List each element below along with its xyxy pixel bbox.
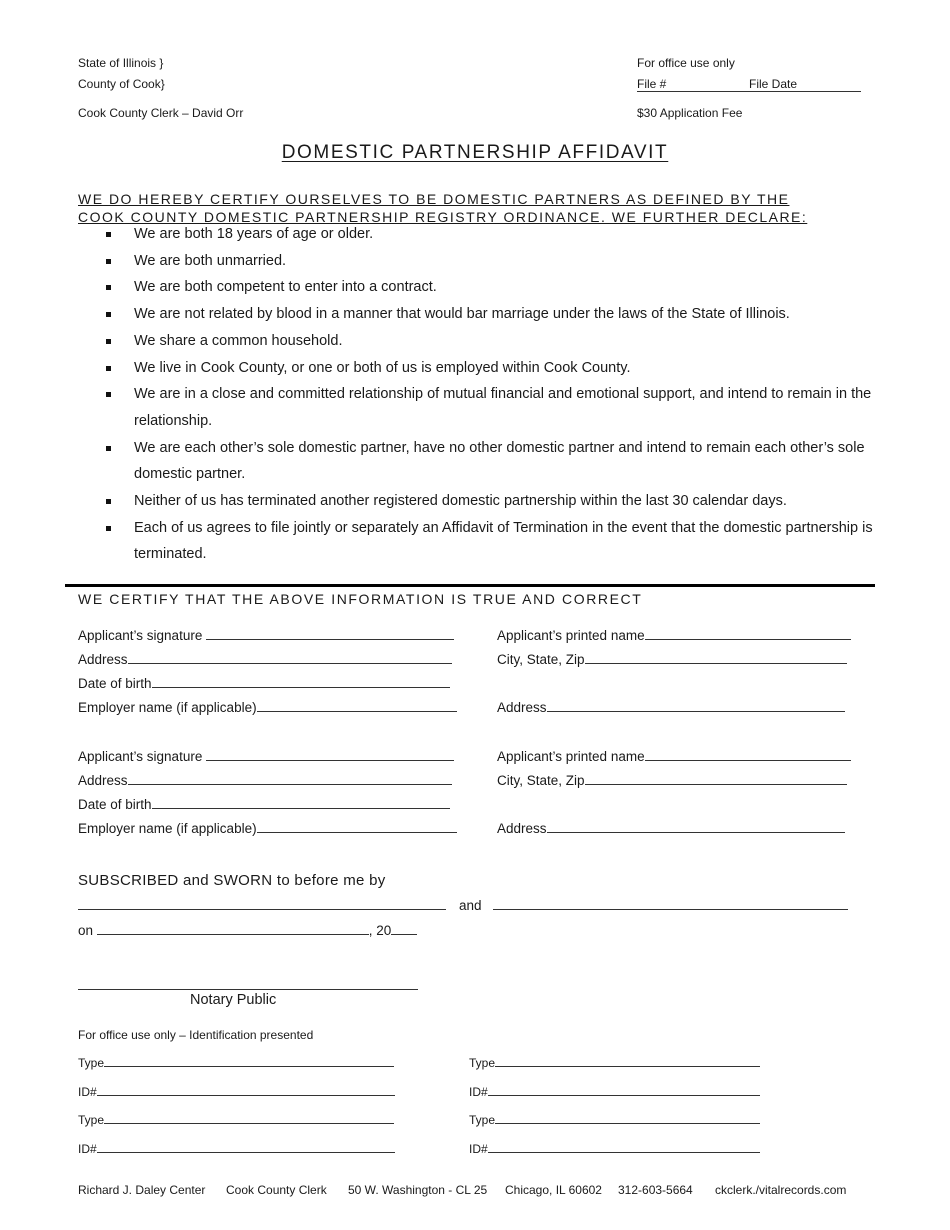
bullet-icon (106, 339, 111, 344)
applicant2-dob-field[interactable]: Date of birth (78, 797, 450, 812)
section-divider (65, 584, 875, 587)
applicant1-address-right-field[interactable]: Address (497, 700, 845, 715)
list-item: We are each other’s sole domestic partner, have no other domestic partner and intend to remain each other’s sole domestic partner. (78, 435, 878, 488)
office-id-heading: For office use only – Identification presented (78, 1028, 314, 1042)
list-item: We are in a close and committed relationship of mutual financial and emotional support, and intend to remain in the relationship. (78, 381, 878, 434)
applicant2-printed-name-field[interactable]: Applicant’s printed name (497, 749, 851, 764)
file-date-label: File Date (749, 77, 798, 91)
applicant1-address-field[interactable]: Address (78, 652, 452, 667)
bullet-icon (106, 526, 111, 531)
id2-type-field[interactable]: Type (78, 1113, 394, 1127)
sworn-party1-line[interactable] (78, 898, 446, 913)
applicant1-city-field[interactable]: City, State, Zip (497, 652, 847, 667)
page-title: DOMESTIC PARTNERSHIP AFFIDAVIT (281, 142, 669, 163)
bullet-icon (106, 446, 111, 451)
notary-public-label: Notary Public (190, 992, 277, 1008)
id3-type-field[interactable]: Type (469, 1056, 760, 1070)
sworn-and-label: and (459, 898, 482, 913)
id2-number-field[interactable]: ID# (78, 1142, 395, 1156)
applicant1-dob-field[interactable]: Date of birth (78, 676, 450, 691)
bullet-icon (106, 259, 111, 264)
list-item: We share a common household. (78, 328, 878, 355)
footer-clerk: Cook County Clerk (226, 1183, 327, 1197)
footer-street: 50 W. Washington - CL 25 (348, 1183, 488, 1197)
list-item: Each of us agrees to file jointly or separately an Affidavit of Termination in the event that the domestic partnership is terminated. (78, 515, 878, 568)
footer-center: Richard J. Daley Center (78, 1183, 206, 1197)
county-label: County of Cook} (78, 77, 165, 91)
list-item: We are both unmarried. (78, 248, 878, 275)
footer-city: Chicago, IL 60602 (505, 1183, 602, 1197)
bullet-icon (106, 392, 111, 397)
certify-intro: WE DO HEREBY CERTIFY OURSELVES TO BE DOMESTIC PARTNERS AS DEFINED BY THE COOK COUNTY DOMESTIC PARTNERSHIP REGISTRY ORDINANCE. WE FURTHER DECLARE: (78, 191, 808, 225)
bullet-icon (106, 366, 111, 371)
applicant2-city-field[interactable]: City, State, Zip (497, 773, 847, 788)
id4-type-field[interactable]: Type (469, 1113, 760, 1127)
id1-number-field[interactable]: ID# (78, 1085, 395, 1099)
sworn-date-field[interactable]: on , 20 (78, 923, 417, 938)
declaration-list (78, 221, 878, 568)
clerk-label: Cook County Clerk – David Orr (78, 106, 244, 120)
list-item: We are both 18 years of age or older. (78, 221, 878, 248)
state-label: State of Illinois } (78, 56, 164, 70)
certify-true-heading: WE CERTIFY THAT THE ABOVE INFORMATION IS TRUE AND CORRECT (78, 591, 643, 607)
applicant2-address-right-field[interactable]: Address (497, 821, 845, 836)
fee-label: $30 Application Fee (637, 106, 743, 120)
applicant1-printed-name-field[interactable]: Applicant’s printed name (497, 628, 851, 643)
applicant1-signature-field[interactable]: Applicant’s signature (78, 628, 454, 643)
applicant2-signature-field[interactable]: Applicant’s signature (78, 749, 454, 764)
applicant1-employer-field[interactable]: Employer name (if applicable) (78, 700, 457, 715)
list-item: We are both competent to enter into a contract. (78, 274, 878, 301)
footer-web: ckclerk./vitalrecords.com (715, 1183, 847, 1197)
id1-type-field[interactable]: Type (78, 1056, 394, 1070)
bullet-icon (106, 499, 111, 504)
bullet-icon (106, 312, 111, 317)
file-row (637, 77, 861, 92)
applicant2-address-field[interactable]: Address (78, 773, 452, 788)
list-item: We are not related by blood in a manner that would bar marriage under the laws of the State of Illinois. (78, 301, 878, 328)
bullet-icon (106, 285, 111, 290)
office-use-label: For office use only (637, 56, 735, 70)
sworn-party2-line[interactable] (493, 898, 848, 913)
list-item: We live in Cook County, or one or both of us is employed within Cook County. (78, 355, 878, 382)
notary-signature-line[interactable] (78, 978, 418, 993)
sworn-heading: SUBSCRIBED and SWORN to before me by (78, 872, 386, 889)
list-item: Neither of us has terminated another registered domestic partnership within the last 30 calendar days. (78, 488, 878, 515)
file-number-label: File # (637, 77, 667, 91)
applicant2-employer-field[interactable]: Employer name (if applicable) (78, 821, 457, 836)
id4-number-field[interactable]: ID# (469, 1142, 760, 1156)
id3-number-field[interactable]: ID# (469, 1085, 760, 1099)
footer-phone: 312-603-5664 (618, 1183, 693, 1197)
bullet-icon (106, 232, 111, 237)
